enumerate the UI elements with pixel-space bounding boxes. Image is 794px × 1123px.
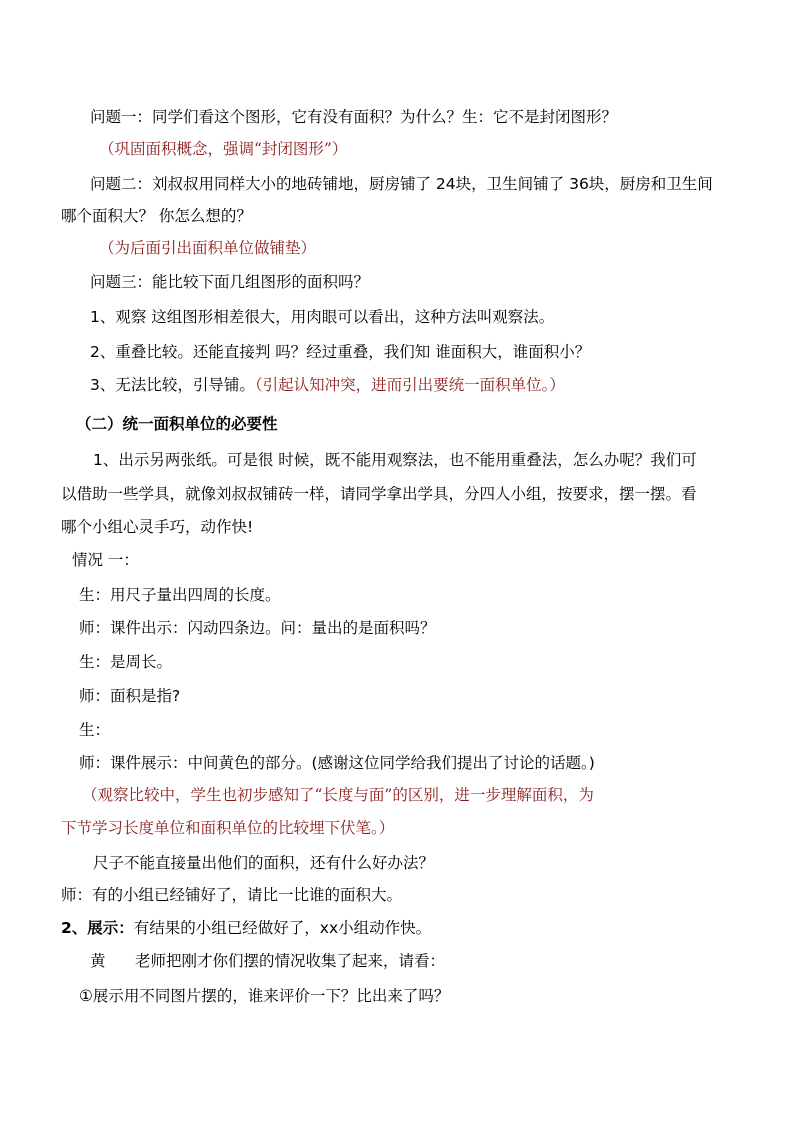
list-item-tiling-text: 3、无法比较，引导铺。 xyxy=(90,376,255,394)
section-heading: （二）统一面积单位的必要性 xyxy=(76,415,278,433)
paragraph-step-1: 1、出示另两张纸。可是很 时候，既不能用观察法，也不能用重叠法，怎么办呢？我们可 xyxy=(93,451,697,469)
dialogue-student-1: 生：用尺子量出四周的长度。 xyxy=(79,586,281,604)
paragraph-question-2-cont: 哪个面积大？ 你怎么想的？ xyxy=(61,207,252,225)
dialogue-teacher-2: 师：面积是指? xyxy=(79,687,181,705)
paragraph-step-1-cont: 以借助一些学具，就像刘叔叔铺砖一样，请同学拿出学具，分四人小组，按要求，摆一摆。看 xyxy=(61,485,697,503)
note-length-vs-area: （观察比较中，学生也初步感知了“长度与面”的区别，进一步理解面积，为 xyxy=(82,786,594,804)
teacher-name: 黄 xyxy=(90,952,106,970)
list-item-observe: 1、观察 这组图形相差很大，用肉眼可以看出，这种方法叫观察法。 xyxy=(90,308,555,326)
paragraph-step-2 xyxy=(61,918,431,938)
paragraph-question-1: 问题一：同学们看这个图形，它有没有面积？为什么？生：它不是封闭图形？ xyxy=(90,108,618,126)
note-area-unit-prep: （为后面引出面积单位做铺垫） xyxy=(99,239,317,257)
note-cognitive-conflict: （引起认知冲突，进而引出要统一面积单位。） xyxy=(254,376,565,394)
paragraph-question-3: 问题三：能比较下面几组图形的面积吗？ xyxy=(90,273,370,291)
note-length-vs-area-cont: 下节学习长度单位和面积单位的比较埋下伏笔。） xyxy=(61,819,395,837)
situation-heading: 情况 一： xyxy=(72,551,139,569)
dialogue-teacher-3: 师：课件展示：中间黄色的部分。(感谢这位同学给我们提出了讨论的话题。) xyxy=(79,754,595,772)
dialogue-student-3: 生： xyxy=(79,721,111,739)
paragraph-collect: 老师把刚才你们摆的情况收集了起来，请看： xyxy=(135,952,446,970)
paragraph-question-2: 问题二：刘叔叔用同样大小的地砖铺地，厨房铺了 24块，卫生间铺了 36块，厨房和卫生间 xyxy=(90,175,713,193)
dialogue-teacher-4: 师：有的小组已经铺好了，请比一比谁的面积大。 xyxy=(61,886,403,904)
list-item-tiling xyxy=(90,375,565,395)
dialogue-teacher-1: 师：课件出示：闪动四条边。问：量出的是面积吗？ xyxy=(79,619,436,637)
note-closed-figure: （巩固面积概念，强调“封闭图形”） xyxy=(99,140,348,158)
step-2-label: 2、展示： xyxy=(61,919,134,937)
paragraph-other-method: 尺子不能直接量出他们的面积，还有什么好办法？ xyxy=(93,854,435,872)
step-2-text: 有结果的小组已经做好了，xx小组动作快。 xyxy=(133,919,432,937)
paragraph-display-1: ①展示用不同图片摆的，谁来评价一下？比出来了吗？ xyxy=(79,987,450,1005)
list-item-overlap: 2、重叠比较。还能直接判 吗？经过重叠，我们知 谁面积大，谁面积小？ xyxy=(90,343,591,361)
paragraph-step-1-end: 哪个小组心灵手巧，动作快! xyxy=(61,518,254,536)
dialogue-student-2: 生：是周长。 xyxy=(79,653,173,671)
